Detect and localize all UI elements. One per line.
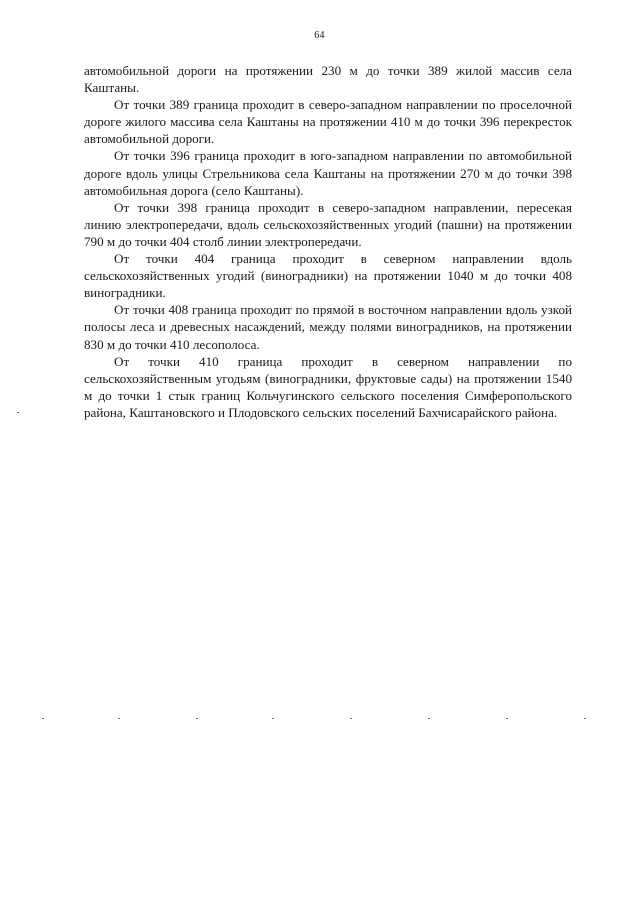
scan-mark (17, 412, 19, 413)
scan-mark (506, 718, 508, 719)
paragraph-point-398: От точки 398 граница проходит в северо-западном направлении, пересекая линию электропередачи, вдоль сельскохозяйственных угодий (пашни) на протяжении 790 м до точки 404 столб линии электропередачи. (84, 199, 572, 249)
scan-mark (428, 718, 430, 719)
scan-mark (118, 718, 120, 719)
paragraph-point-404: От точки 404 граница проходит в северном направлении вдоль сельскохозяйственных угодий (виноградники) на протяжении 1040 м до точки 408 виноградники. (84, 251, 572, 301)
scan-mark (42, 718, 44, 719)
scan-mark (196, 718, 198, 719)
paragraph-point-410: От точки 410 граница проходит в северном направлении по сельскохозяйственным угодьям (виноградники, фруктовые сады) на протяжении 1540 м до точки 1 стык границ Кольчугинского сельского поселения Симферопольского района, Каштановского и Плодовского сельских поселений Бахчисарайского района. (84, 353, 572, 420)
paragraph-point-408: От точки 408 граница проходит по прямой в восточном направлении вдоль узкой полосы леса и древесных насаждений, между полями виноградников, на протяжении 830 м до точки 410 лесополоса. (84, 302, 572, 352)
scan-mark (584, 718, 586, 719)
document-body (84, 62, 572, 421)
paragraph-continuation: автомобильной дороги на протяжении 230 м до точки 389 жилой массив села Каштаны. (84, 63, 572, 96)
paragraph-point-396: От точки 396 граница проходит в юго-западном направлении по автомобильной дороге вдоль улицы Стрельникова села Каштаны на протяжении 270 м до точки 398 автомобильная дорога (село Каштаны). (84, 148, 572, 198)
scan-mark (272, 718, 274, 719)
scan-mark (350, 718, 352, 719)
paragraph-point-389: От точки 389 граница проходит в северо-западном направлении по проселочной дороге жилого массива села Каштаны на протяжении 410 м до точки 396 перекресток автомобильной дороги. (84, 97, 572, 147)
page-number: 64 (314, 30, 325, 41)
